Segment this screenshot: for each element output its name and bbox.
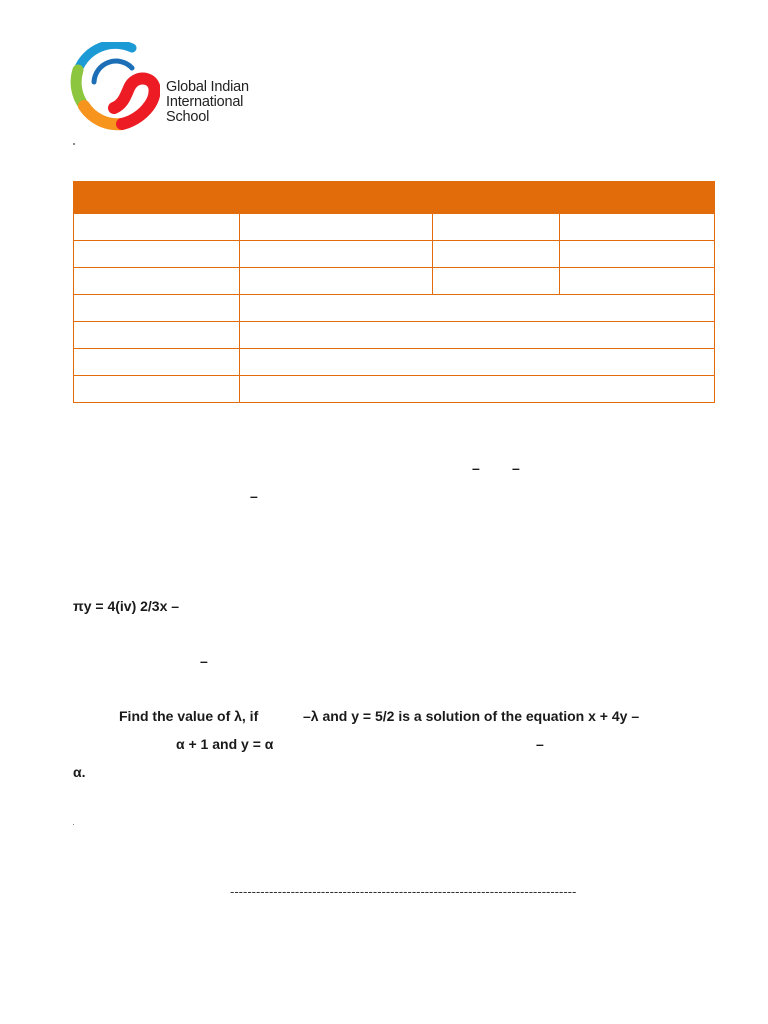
table-cell [74,268,240,295]
question-find-lambda-cont: –λ and y = 5/2 is a solution of the equation x + 4y – [303,708,640,724]
table-row [74,376,715,403]
table-cell [74,349,240,376]
table-cell [74,241,240,268]
table-row [74,295,715,322]
table-row [74,214,715,241]
worksheet-info-table [73,181,715,403]
school-logo [70,42,270,132]
table-cell [433,268,560,295]
dash-fragment: – [472,460,480,476]
table-cell [74,376,240,403]
dash-fragment: – [536,736,544,752]
table-cell [240,241,433,268]
dash-fragment: – [200,653,208,669]
school-name-line-3: School [166,109,210,125]
table-row [74,349,715,376]
table-header-cell [74,182,715,214]
table-cell [240,349,715,376]
question-alpha-end: α. [73,764,86,780]
school-name [166,80,249,125]
table-cell [74,295,240,322]
stray-dot [73,824,74,825]
school-name-line-1: Global Indian [166,79,249,95]
school-name-line-2: International [166,94,244,110]
table-header-row [74,182,715,214]
stray-dot [73,143,75,145]
table-cell [74,214,240,241]
table-cell [74,322,240,349]
table-cell [240,214,433,241]
table-cell [240,295,715,322]
table-row [74,322,715,349]
table-row [74,268,715,295]
table-cell [433,241,560,268]
table-cell [560,241,715,268]
dash-fragment: – [512,460,520,476]
table-cell [560,268,715,295]
table-row [74,241,715,268]
end-separator: -------------------------------------------------------------------------------- [230,884,577,899]
dash-fragment: – [250,488,258,504]
table-cell [240,322,715,349]
table-cell [433,214,560,241]
question-line-pi: πy = 4(iv) 2/3x – [73,598,180,614]
table-cell [240,268,433,295]
question-find-lambda: Find the value of λ, if [119,708,259,724]
table-cell [560,214,715,241]
school-emblem-icon [70,42,160,132]
table-cell [240,376,715,403]
question-alpha: α + 1 and y = α [176,736,274,752]
